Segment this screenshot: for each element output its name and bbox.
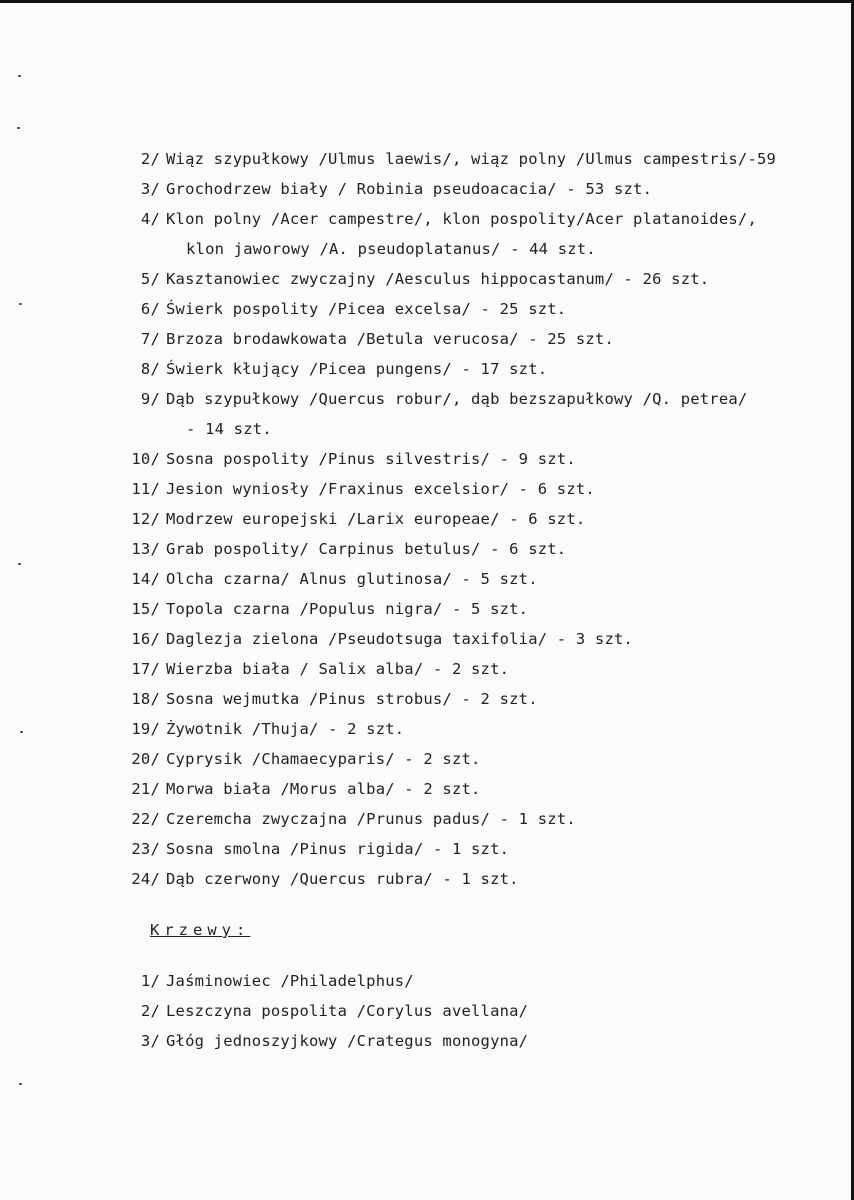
tree-entry-line [120, 719, 404, 739]
tree-entry-line [120, 779, 481, 799]
tree-entry-line [120, 749, 481, 769]
tree-entry-number: 6/ [140, 300, 160, 318]
tree-entry-line [120, 269, 709, 289]
tree-entry-number: 10/ [131, 450, 160, 468]
tree-entry-text: klon jaworowy /A. pseudoplatanus/ - 44 szt. [186, 240, 596, 258]
paper-speck [18, 75, 21, 77]
tree-entry-line [120, 389, 747, 409]
paper-speck [20, 731, 23, 733]
shrub-entry-number: 1/ [140, 972, 160, 990]
tree-entry-number: 7/ [140, 330, 160, 348]
tree-entry-line [120, 629, 633, 649]
paper-speck [19, 303, 22, 305]
tree-entry-text: Morwa biała /Morus alba/ - 2 szt. [166, 780, 481, 798]
tree-entry-line [120, 179, 652, 199]
tree-entry-number: 12/ [131, 510, 160, 528]
tree-entry-line [120, 569, 538, 589]
tree-entry-number: 23/ [131, 840, 160, 858]
tree-entry-number: 17/ [131, 660, 160, 678]
tree-entry-line [186, 239, 596, 259]
tree-entry-text: Żywotnik /Thuja/ - 2 szt. [166, 720, 405, 738]
tree-entry-text: Wiąz szypułkowy /Ulmus laewis/, wiąz polny /Ulmus campestris/-59 [166, 150, 777, 168]
tree-entry-text: Sosna smolna /Pinus rigida/ - 1 szt. [166, 840, 510, 858]
tree-entry-text: Czeremcha zwyczajna /Prunus padus/ - 1 szt. [166, 810, 576, 828]
tree-entry-line [120, 659, 509, 679]
tree-entry-line [120, 449, 576, 469]
tree-entry-number: 21/ [131, 780, 160, 798]
shrub-entry-text: Leszczyna pospolita /Corylus avellana/ [166, 1002, 529, 1020]
tree-entry-line [120, 689, 538, 709]
tree-entry-number: 14/ [131, 570, 160, 588]
paper-speck [17, 127, 20, 129]
shrubs-heading: Krzewy: [150, 921, 251, 939]
tree-entry-number: 2/ [140, 150, 160, 168]
tree-entry-line [120, 209, 757, 229]
tree-entry-text: Jesion wyniosły /Fraxinus excelsior/ - 6 szt. [166, 480, 595, 498]
tree-entry-text: Grochodrzew biały / Robinia pseudoacacia/ - 53 szt. [166, 180, 653, 198]
tree-entry-text: Daglezja zielona /Pseudotsuga taxifolia/ - 3 szt. [166, 630, 634, 648]
tree-entry-text: Dąb czerwony /Quercus rubra/ - 1 szt. [166, 870, 519, 888]
tree-entry-line [120, 509, 585, 529]
tree-entry-line [120, 149, 776, 169]
tree-entry-number: 16/ [131, 630, 160, 648]
tree-entry-text: Topola czarna /Populus nigra/ - 5 szt. [166, 600, 529, 618]
tree-entry-number: 19/ [131, 720, 160, 738]
tree-entry-number: 11/ [131, 480, 160, 498]
paper-speck [18, 563, 21, 565]
tree-entry-line [120, 839, 509, 859]
tree-entry-text: Kasztanowiec zwyczajny /Aesculus hippocastanum/ - 26 szt. [166, 270, 710, 288]
tree-entry-text: Cyprysik /Chamaecyparis/ - 2 szt. [166, 750, 481, 768]
tree-entry-text: Brzoza brodawkowata /Betula verucosa/ - 25 szt. [166, 330, 614, 348]
tree-entry-line [120, 329, 614, 349]
shrub-entry-number: 3/ [140, 1032, 160, 1050]
shrub-entry-text: Głóg jednoszyjkowy /Crategus monogyna/ [166, 1032, 529, 1050]
tree-entry-text: Modrzew europejski /Larix europeae/ - 6 szt. [166, 510, 586, 528]
tree-entry-line [186, 419, 272, 439]
tree-entry-number: 4/ [140, 210, 160, 228]
shrub-entry-line [120, 1001, 528, 1021]
tree-entry-line [120, 539, 566, 559]
tree-entry-number: 3/ [140, 180, 160, 198]
tree-entry-number: 8/ [140, 360, 160, 378]
tree-entry-number: 13/ [131, 540, 160, 558]
shrub-entry-number: 2/ [140, 1002, 160, 1020]
shrub-entry-line [120, 1031, 528, 1051]
tree-entry-line [120, 869, 519, 889]
tree-entry-line [120, 809, 576, 829]
tree-entry-number: 5/ [140, 270, 160, 288]
tree-entry-text: Sosna pospolity /Pinus silvestris/ - 9 szt. [166, 450, 576, 468]
shrub-entry-line [120, 971, 414, 991]
tree-entry-number: 9/ [140, 390, 160, 408]
tree-entry-number: 15/ [131, 600, 160, 618]
tree-entry-text: Sosna wejmutka /Pinus strobus/ - 2 szt. [166, 690, 538, 708]
tree-entry-number: 24/ [131, 870, 160, 888]
tree-entry-line [120, 479, 595, 499]
shrub-entry-text: Jaśminowiec /Philadelphus/ [166, 972, 414, 990]
tree-entry-number: 22/ [131, 810, 160, 828]
tree-entry-line [120, 599, 528, 619]
tree-entry-text: Wierzba biała / Salix alba/ - 2 szt. [166, 660, 510, 678]
paper-speck [19, 1083, 22, 1085]
tree-entry-text: Klon polny /Acer campestre/, klon pospolity/Acer platanoides/, [166, 210, 757, 228]
tree-entry-text: Świerk pospolity /Picea excelsa/ - 25 szt. [166, 300, 567, 318]
tree-entry-line [120, 359, 547, 379]
tree-entry-text: - 14 szt. [186, 420, 272, 438]
tree-entry-number: 18/ [131, 690, 160, 708]
tree-entry-text: Olcha czarna/ Alnus glutinosa/ - 5 szt. [166, 570, 538, 588]
tree-entry-number: 20/ [131, 750, 160, 768]
tree-entry-text: Świerk kłujący /Picea pungens/ - 17 szt. [166, 360, 548, 378]
tree-entry-line [120, 299, 566, 319]
tree-entry-text: Grab pospolity/ Carpinus betulus/ - 6 szt. [166, 540, 567, 558]
tree-entry-text: Dąb szypułkowy /Quercus robur/, dąb bezszapułkowy /Q. petrea/ [166, 390, 748, 408]
